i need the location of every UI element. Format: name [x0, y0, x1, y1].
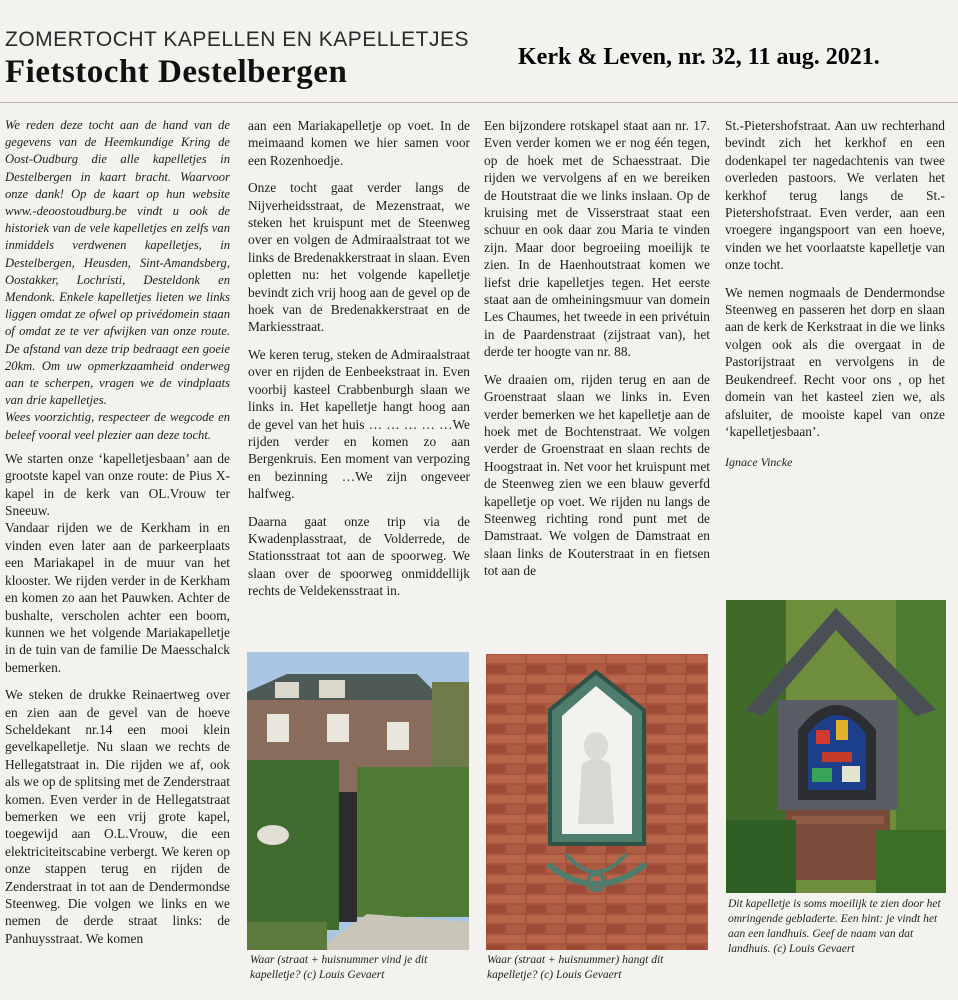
body-paragraph: We keren terug, steken de Admiraalstraat over en rijden de Eenbeekstraat in. Even voorbij kasteel Crabbenburgh slaan we links in. Het kapelletje hangt hoog aan de gevel van het huis … … … … …We rijden verder en komen zo aan Bergenkruis. Een moment van verpozing en bezinning …We zijn ongeveer halfweg. [248, 346, 470, 502]
photo-wooden-chapel [726, 600, 946, 893]
section-kicker: ZOMERTOCHT KAPELLEN EN KAPELLETJES [5, 28, 469, 51]
body-paragraph: Onze tocht gaat verder langs de Nijverheidsstraat, de Mezenstraat, we steken het kruispunt met de Steenweg over en volgen de Admiraalstraat tot we links de Bredenakkerstraat in slaan. Even opletten nu: het volgende kapelletje bevindt zich vrij hoog aan de gevel op de hoek van de Bredenakkerstraat en de Markiesstraat. [248, 180, 470, 335]
column-4 [725, 117, 945, 482]
intro-safety-note: Wees voorzichtig, respecteer de wegcode en beleef vooral veel plezier aan deze tocht. [5, 410, 230, 442]
body-paragraph: Vandaar rijden we de Kerkham in en vinden even later aan de parkeerplaats een Mariakapel in de muur van het klooster. We rijden verder in de Kerkham en komen zo aan het Pauwken. Achter de bushalte, verscholen achter een boom, kunnen we het volgende Mariakapelletje in de tuin van de familie De Maesschalck bemerken. [5, 520, 230, 675]
brick-wall-photo-image [486, 654, 708, 950]
photo-house-with-hedge [247, 652, 469, 950]
body-paragraph: We steken de drukke Reinaertweg over en zien aan de gevel van de hoeve Scheldekant nr.14 een mooi klein gevelkapelletje. Nu slaan we rechts de Hellegatstraat in. Die rijden we af, ook als we op de splitsing met de Zenderstraat komen. Even verder in de Hellegatstraat bemerken we een vrij grote kapel, toegewijd aan O.L.Vrouw, die een elektriciteitscabine verbergt. We keren op onze stappen terug en rijden de Zenderstraat in tot aan de Dendermondse Steenweg. Die volgen we links en we nemen de derde straat links: de Panhuysstraat. We komen [5, 687, 230, 946]
body-paragraph: Daarna gaat onze trip via de Kwadenplasstraat, de Volderrede, de Stationsstraat tot aan de spoorweg. We slaan over de spoorweg onmiddellijk rechts de Veldekensstraat in. [248, 513, 470, 599]
photo-caption: Waar (straat + huisnummer vind je dit kapelletje? (c) Louis Gevaert [250, 954, 428, 981]
header-rule [0, 102, 958, 103]
publication-issue: Kerk & Leven, nr. 32, 11 aug. 2021. [518, 44, 880, 70]
house-photo-image [247, 652, 469, 950]
column-3 [484, 117, 710, 590]
author-signature: Ignace Vincke [725, 455, 793, 470]
body-paragraph: Een bijzondere rotskapel staat aan nr. 17. Even verder komen we er nog één tegen, op de hoek met de Schaesstraat. Die rijden we vervolgens af en we bereiken de Houtstraat die we links inslaan. Op de kruising met de Visserstraat staat een schuur en ook daar zou Maria te vinden zijn. Maar door begroeiing moeilijk te zien. In de Haenhoutstraat komen we liefst drie kapelletjes tegen. Het eerste staat aan de omheiningsmuur van domein Les Chaumes, het tweede in een privétuin in de Paardenstraat (zijstraat van), het derde ter hoogte van nr. 88. [484, 118, 710, 360]
column-1 [5, 117, 230, 957]
wooden-chapel-photo-image [726, 600, 946, 893]
column-2 [248, 117, 470, 610]
photo-caption: Dit kapelletje is soms moeilijk te zien door het omringende gebladerte. Een hint: je vindt het aan een landhuis. Geef de naam van dat landhuis. (c) Louis Gevaert [728, 898, 941, 955]
body-paragraph: We nemen nogmaals de Dendermondse Steenweg en passeren het dorp en slaan aan de kerk de Kerkstraat in die we links volgen ook als die overgaat in de Pastorijstraat en vervolgens in de Beukendreef. Recht voor ons , op het domein van het kasteel zien we, als afsluiter, de mooiste kapel van onze ‘kapelletjesbaan’. [725, 284, 945, 439]
body-paragraph: We starten onze ‘kapelletjesbaan’ aan de grootste kapel van onze route: de Pius X-kapel in de kerk van OL.Vrouw ter Sneeuw. [5, 450, 230, 519]
photo-brick-wall-niche [486, 654, 708, 950]
article-title: Fietstocht Destelbergen [5, 54, 348, 90]
body-paragraph: aan een Mariakapelletje op voet. In de meimaand komen we hier samen voor een Rozenhoedje. [248, 118, 470, 168]
body-paragraph: We draaien om, rijden terug en aan de Groenstraat slaan we links in. Even verder bemerken we het kapelletje aan de hoek met de Bochtenstraat. We volgen verder de Groenstraat en slaan rechts de Hoogstraat in. Net voor het kruispunt met de Steenweg zien we een blauw geverfd kapelletje op voet. We rijden nu langs de Steenweg richting rond punt met de Damstraat. We volgen de Damstraat en slaan links de Kouterstraat in en fietsen tot aan de [484, 371, 710, 579]
photo-caption: Waar (straat + huisnummer) hangt dit kapelletje? (c) Louis Gevaert [487, 954, 664, 981]
intro-paragraph: We reden deze tocht aan de hand van de gegevens van de Heemkundige Kring de Oost-Oudburg die alle kapelletjes in Destelbergen in kaart bracht. Waarvoor onze dank! Op de kaart op hun website www.-deoostoudburg.be vindt u ook de historiek van de vele kapelletjes en zelfs van inmiddels verdwenen kapelletjes, in Destelbergen, Heusden, Sint-Amandsberg, Oostakker, Lochristi, Desteldonk en Mendonk. Enkele kapelletjes lieten we links liggen omdat ze ofwel op privédomein staan of omdat ze te ver afwijken van onze route. De afstand van deze trip bedraagt een goeie 20km. Om uw opmerkzaamheid onderweg aan te scherpen, vragen we de vindplaats van drie kapelletjes. [5, 118, 230, 408]
body-paragraph: St.-Pietershofstraat. Aan uw rechterhand bevindt zich het kerkhof en een dodenkapel ter nagedachtenis van twee overleden pastoors. We verlaten het kerkhof terug langs de St.-Pietershofstraat. Even verder, aan een vroegere ingangspoort van een hoeve, vinden we het voorlaatste kapelletje van onze tocht. [725, 118, 945, 273]
